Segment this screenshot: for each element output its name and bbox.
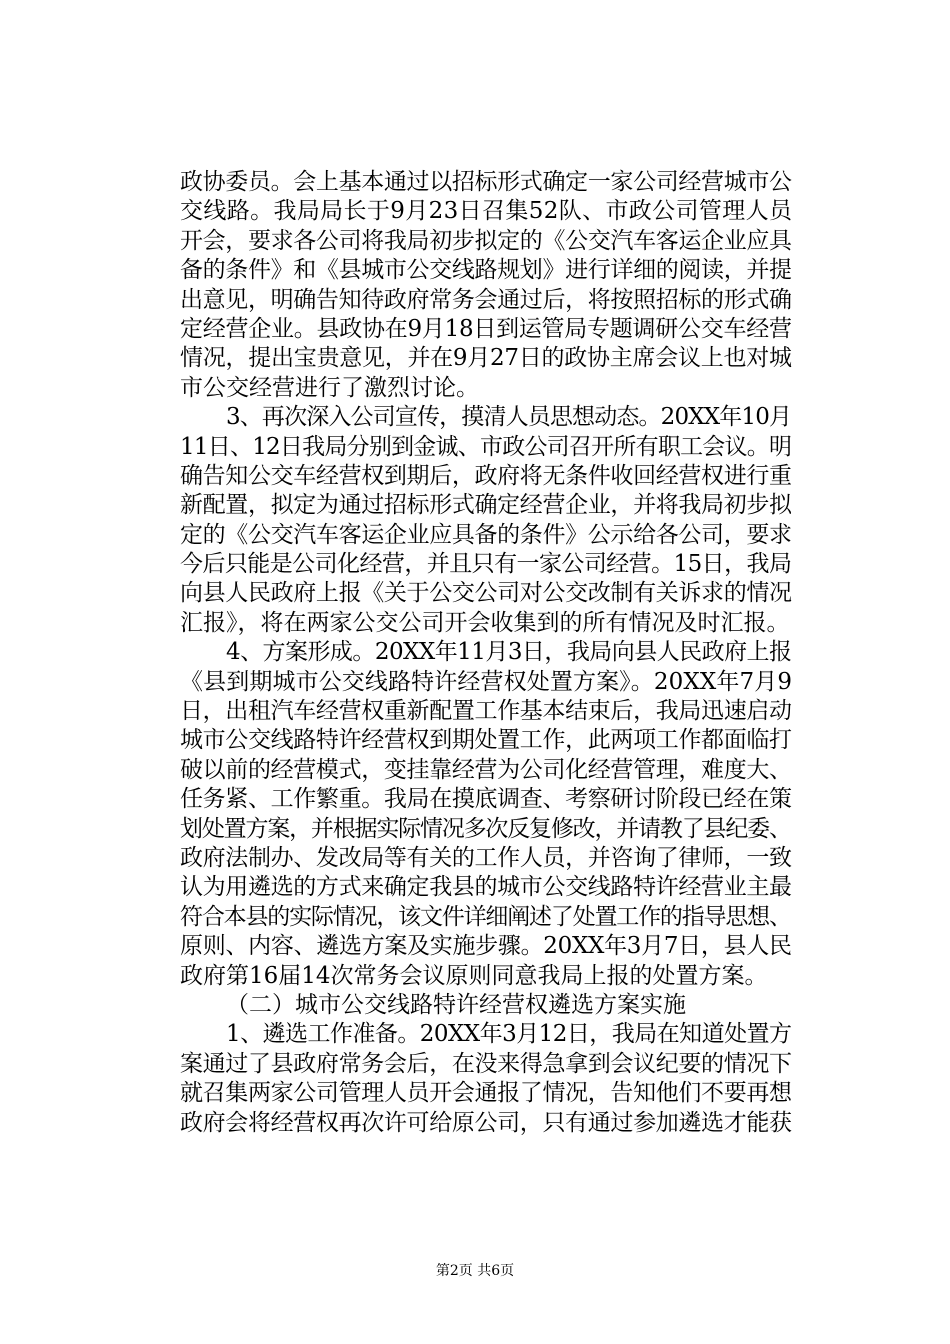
text-line: 3、再次深入公司宣传，摸清人员思想动态。20XX年10月 (226, 404, 792, 431)
text-line: 定经营企业。县政协在9月18日到运管局专题调研公交车经营 (180, 315, 792, 342)
text-line: 备的条件》和《县城市公交线路规划》进行详细的阅读，并提 (180, 257, 792, 284)
text-line: 情况，提出宝贵意见，并在9月27日的政协主席会议上也对城 (180, 345, 792, 372)
body-text (180, 168, 792, 1138)
text-line: 开会，要求各公司将我局初步拟定的《公交汽车客运企业应具 (180, 227, 792, 254)
text-line: 向县人民政府上报《关于公交公司对公交改制有关诉求的情况 (180, 580, 792, 607)
text-line: 城市公交线路特许经营权到期处置工作，此两项工作都面临打 (180, 727, 792, 754)
text-line: 原则、内容、遴选方案及实施步骤。20XX年3月7日，县人民 (180, 933, 792, 960)
text-line: 政府会将经营权再次许可给原公司，只有通过参加遴选才能获 (180, 1109, 792, 1136)
text-line: 1、遴选工作准备。20XX年3月12日，我局在知道处置方 (226, 1021, 792, 1048)
text-line: （二）城市公交线路特许经营权遴选方案实施 (226, 991, 686, 1018)
text-line: 就召集两家公司管理人员开会通报了情况，告知他们不要再想 (180, 1080, 792, 1107)
text-line: 政府法制办、发改局等有关的工作人员，并咨询了律师，一致 (180, 844, 792, 871)
text-line: 日，出租汽车经营权重新配置工作基本结束后，我局迅速启动 (180, 698, 792, 725)
text-line: 新配置，拟定为通过招标形式确定经营企业，并将我局初步拟 (180, 492, 792, 519)
text-line: 案通过了县政府常务会后，在没来得急拿到会议纪要的情况下 (180, 1050, 792, 1077)
text-line: 今后只能是公司化经营，并且只有一家公司经营。15日，我局 (180, 551, 792, 578)
text-line: 11日、12日我局分别到金诚、市政公司召开所有职工会议。明 (180, 433, 792, 460)
text-line: 市公交经营进行了激烈讨论。 (180, 374, 479, 401)
text-line: 政协委员。会上基本通过以招标形式确定一家公司经营城市公 (180, 169, 792, 195)
text-line: 《县到期城市公交线路特许经营权处置方案》。20XX年7月9 (180, 668, 793, 695)
text-line: 4、方案形成。20XX年11月3日，我局向县人民政府上报 (226, 639, 792, 666)
text-line: 任务紧、工作繁重。我局在摸底调查、考察研讨阶段已经在策 (180, 786, 792, 813)
text-line: 出意见，明确告知待政府常务会通过后，将按照招标的形式确 (180, 286, 792, 313)
text-line: 破以前的经营模式，变挂靠经营为公司化经营管理，难度大、 (180, 756, 792, 783)
text-line: 确告知公交车经营权到期后，政府将无条件收回经营权进行重 (180, 462, 792, 489)
text-line: 汇报》，将在两家公交公司开会收集到的所有情况及时汇报。 (180, 609, 790, 636)
text-line: 定的《公交汽车客运企业应具备的条件》公示给各公司，要求 (180, 521, 792, 548)
text-line: 划处置方案，并根据实际情况多次反复修改，并请教了县纪委、 (180, 815, 791, 842)
text-line: 政府第16届14次常务会议原则同意我局上报的处置方案。 (180, 962, 768, 989)
text-line: 认为用遴选的方式来确定我县的城市公交线路特许经营业主最 (180, 874, 792, 901)
page-footer: 第2页 共6页 (435, 1263, 515, 1279)
text-line: 符合本县的实际情况，该文件详细阐述了处置工作的指导思想、 (180, 903, 791, 930)
text-line: 交线路。我局局长于9月23日召集52队、市政公司管理人员 (180, 198, 793, 225)
